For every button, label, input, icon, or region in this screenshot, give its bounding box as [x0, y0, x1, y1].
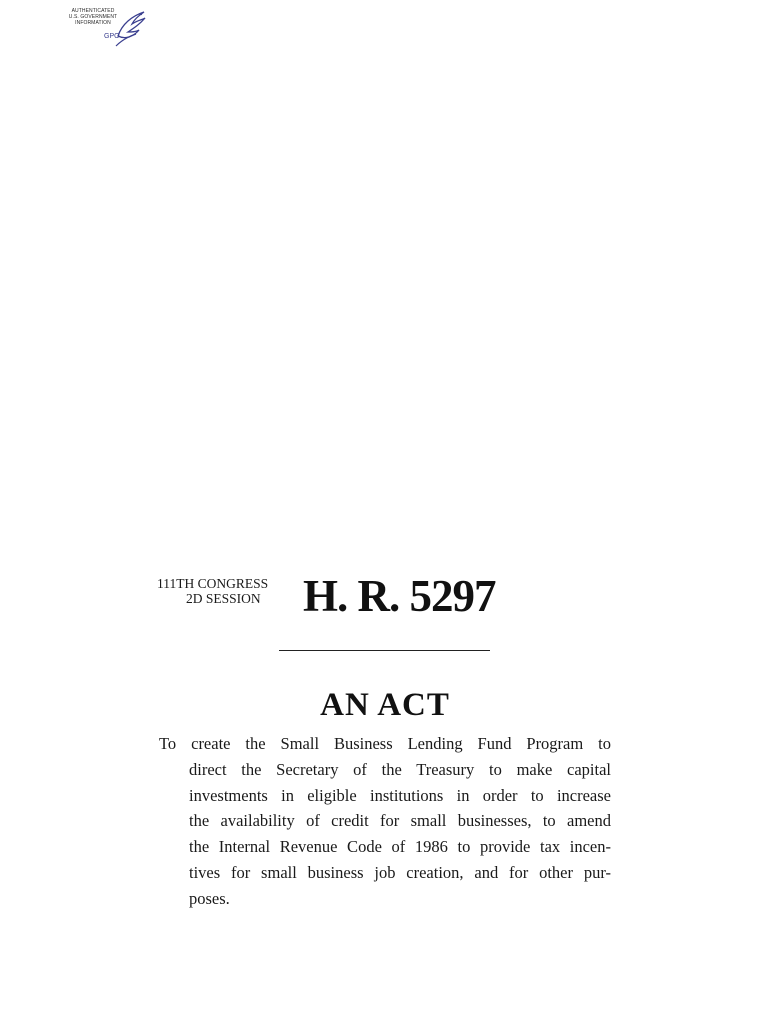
purpose-line: To create the Small Business Lending Fund Program to	[159, 734, 611, 753]
congress-label: 111TH CONGRESS	[157, 576, 269, 591]
purpose-line: poses.	[189, 888, 230, 908]
purpose-paragraph	[159, 731, 611, 912]
act-heading: AN ACT	[320, 687, 450, 723]
gpo-label: GPO	[104, 33, 120, 40]
purpose-line: direct the Secretary of the Treasury to make capital	[189, 759, 611, 779]
congress-session-block	[157, 576, 287, 606]
purpose-line: investments in eligible institutions in order to increase	[189, 785, 611, 805]
purpose-line: the Internal Revenue Code of 1986 to provide tax incen-	[189, 837, 611, 857]
seal-text-line-1: AUTHENTICATED	[71, 8, 115, 14]
session-label: 2D SESSION	[186, 591, 261, 606]
seal-text-line-3: INFORMATION	[75, 20, 111, 26]
eagle-icon	[112, 6, 148, 48]
gpo-authentication-seal	[62, 6, 150, 48]
purpose-line: the availability of credit for small businesses, to amend	[189, 811, 611, 831]
bill-number: H. R. 5297	[303, 571, 496, 621]
seal-text-line-2: U.S. GOVERNMENT	[68, 14, 118, 20]
purpose-line: tives for small business job creation, and for other pur-	[189, 862, 611, 882]
horizontal-rule	[279, 650, 490, 651]
